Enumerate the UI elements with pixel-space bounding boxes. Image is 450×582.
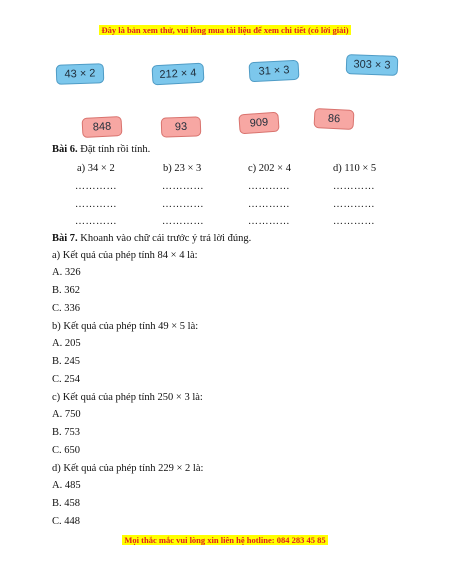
result-card: 909 <box>238 112 279 135</box>
expression-card: 212 × 4 <box>152 63 205 86</box>
bai6-item-c: c) 202 × 4 <box>248 163 291 174</box>
question-d: d) Kết quả của phép tính 229 × 2 là: <box>52 463 204 474</box>
answer-dots: ………… <box>162 216 204 227</box>
result-card: 86 <box>314 108 355 130</box>
option[interactable]: A. 326 <box>52 267 81 278</box>
answer-dots: ………… <box>248 181 290 192</box>
answer-dots: ………… <box>75 216 117 227</box>
option[interactable]: B. 753 <box>52 427 81 438</box>
option[interactable]: C. 448 <box>52 516 81 527</box>
preview-banner: Đây là bản xem thử, vui lòng mua tài liệu để xem chi tiết (có lời giải) <box>101 25 349 35</box>
bai6-item-a: a) 34 × 2 <box>77 163 115 174</box>
expression-card: 303 × 3 <box>346 54 399 76</box>
option[interactable]: A. 485 <box>52 480 81 491</box>
answer-dots: ………… <box>75 199 117 210</box>
hotline-banner: Mọi thắc mắc vui lòng xin liên hệ hotline: 084 283 45 85 <box>124 535 326 545</box>
answer-dots: ………… <box>162 181 204 192</box>
bai6-item-d: d) 110 × 5 <box>333 163 377 174</box>
answer-dots: ………… <box>75 181 117 192</box>
option[interactable]: B. 362 <box>52 285 81 296</box>
answer-dots: ………… <box>248 216 290 227</box>
bai6-heading: Bài 6. Đặt tính rồi tính. <box>52 144 151 155</box>
question-b: b) Kết quả của phép tính 49 × 5 là: <box>52 321 199 332</box>
option[interactable]: A. 750 <box>52 409 81 420</box>
expression-card: 43 × 2 <box>56 63 105 85</box>
answer-dots: ………… <box>248 199 290 210</box>
answer-dots: ………… <box>333 181 375 192</box>
option[interactable]: B. 245 <box>52 356 81 367</box>
answer-dots: ………… <box>333 199 375 210</box>
option[interactable]: C. 336 <box>52 303 81 314</box>
option[interactable]: C. 254 <box>52 374 81 385</box>
option[interactable]: C. 650 <box>52 445 81 456</box>
expression-card: 31 × 3 <box>249 60 300 83</box>
option[interactable]: A. 205 <box>52 338 81 349</box>
question-c: c) Kết quả của phép tính 250 × 3 là: <box>52 392 203 403</box>
result-card: 848 <box>82 116 123 138</box>
bai7-heading: Bài 7. Khoanh vào chữ cái trước ý trả lời đúng. <box>52 233 252 244</box>
result-card: 93 <box>161 116 202 137</box>
option[interactable]: B. 458 <box>52 498 81 509</box>
bai6-item-b: b) 23 × 3 <box>163 163 202 174</box>
answer-dots: ………… <box>162 199 204 210</box>
question-a: a) Kết quả của phép tính 84 × 4 là: <box>52 250 198 261</box>
answer-dots: ………… <box>333 216 375 227</box>
